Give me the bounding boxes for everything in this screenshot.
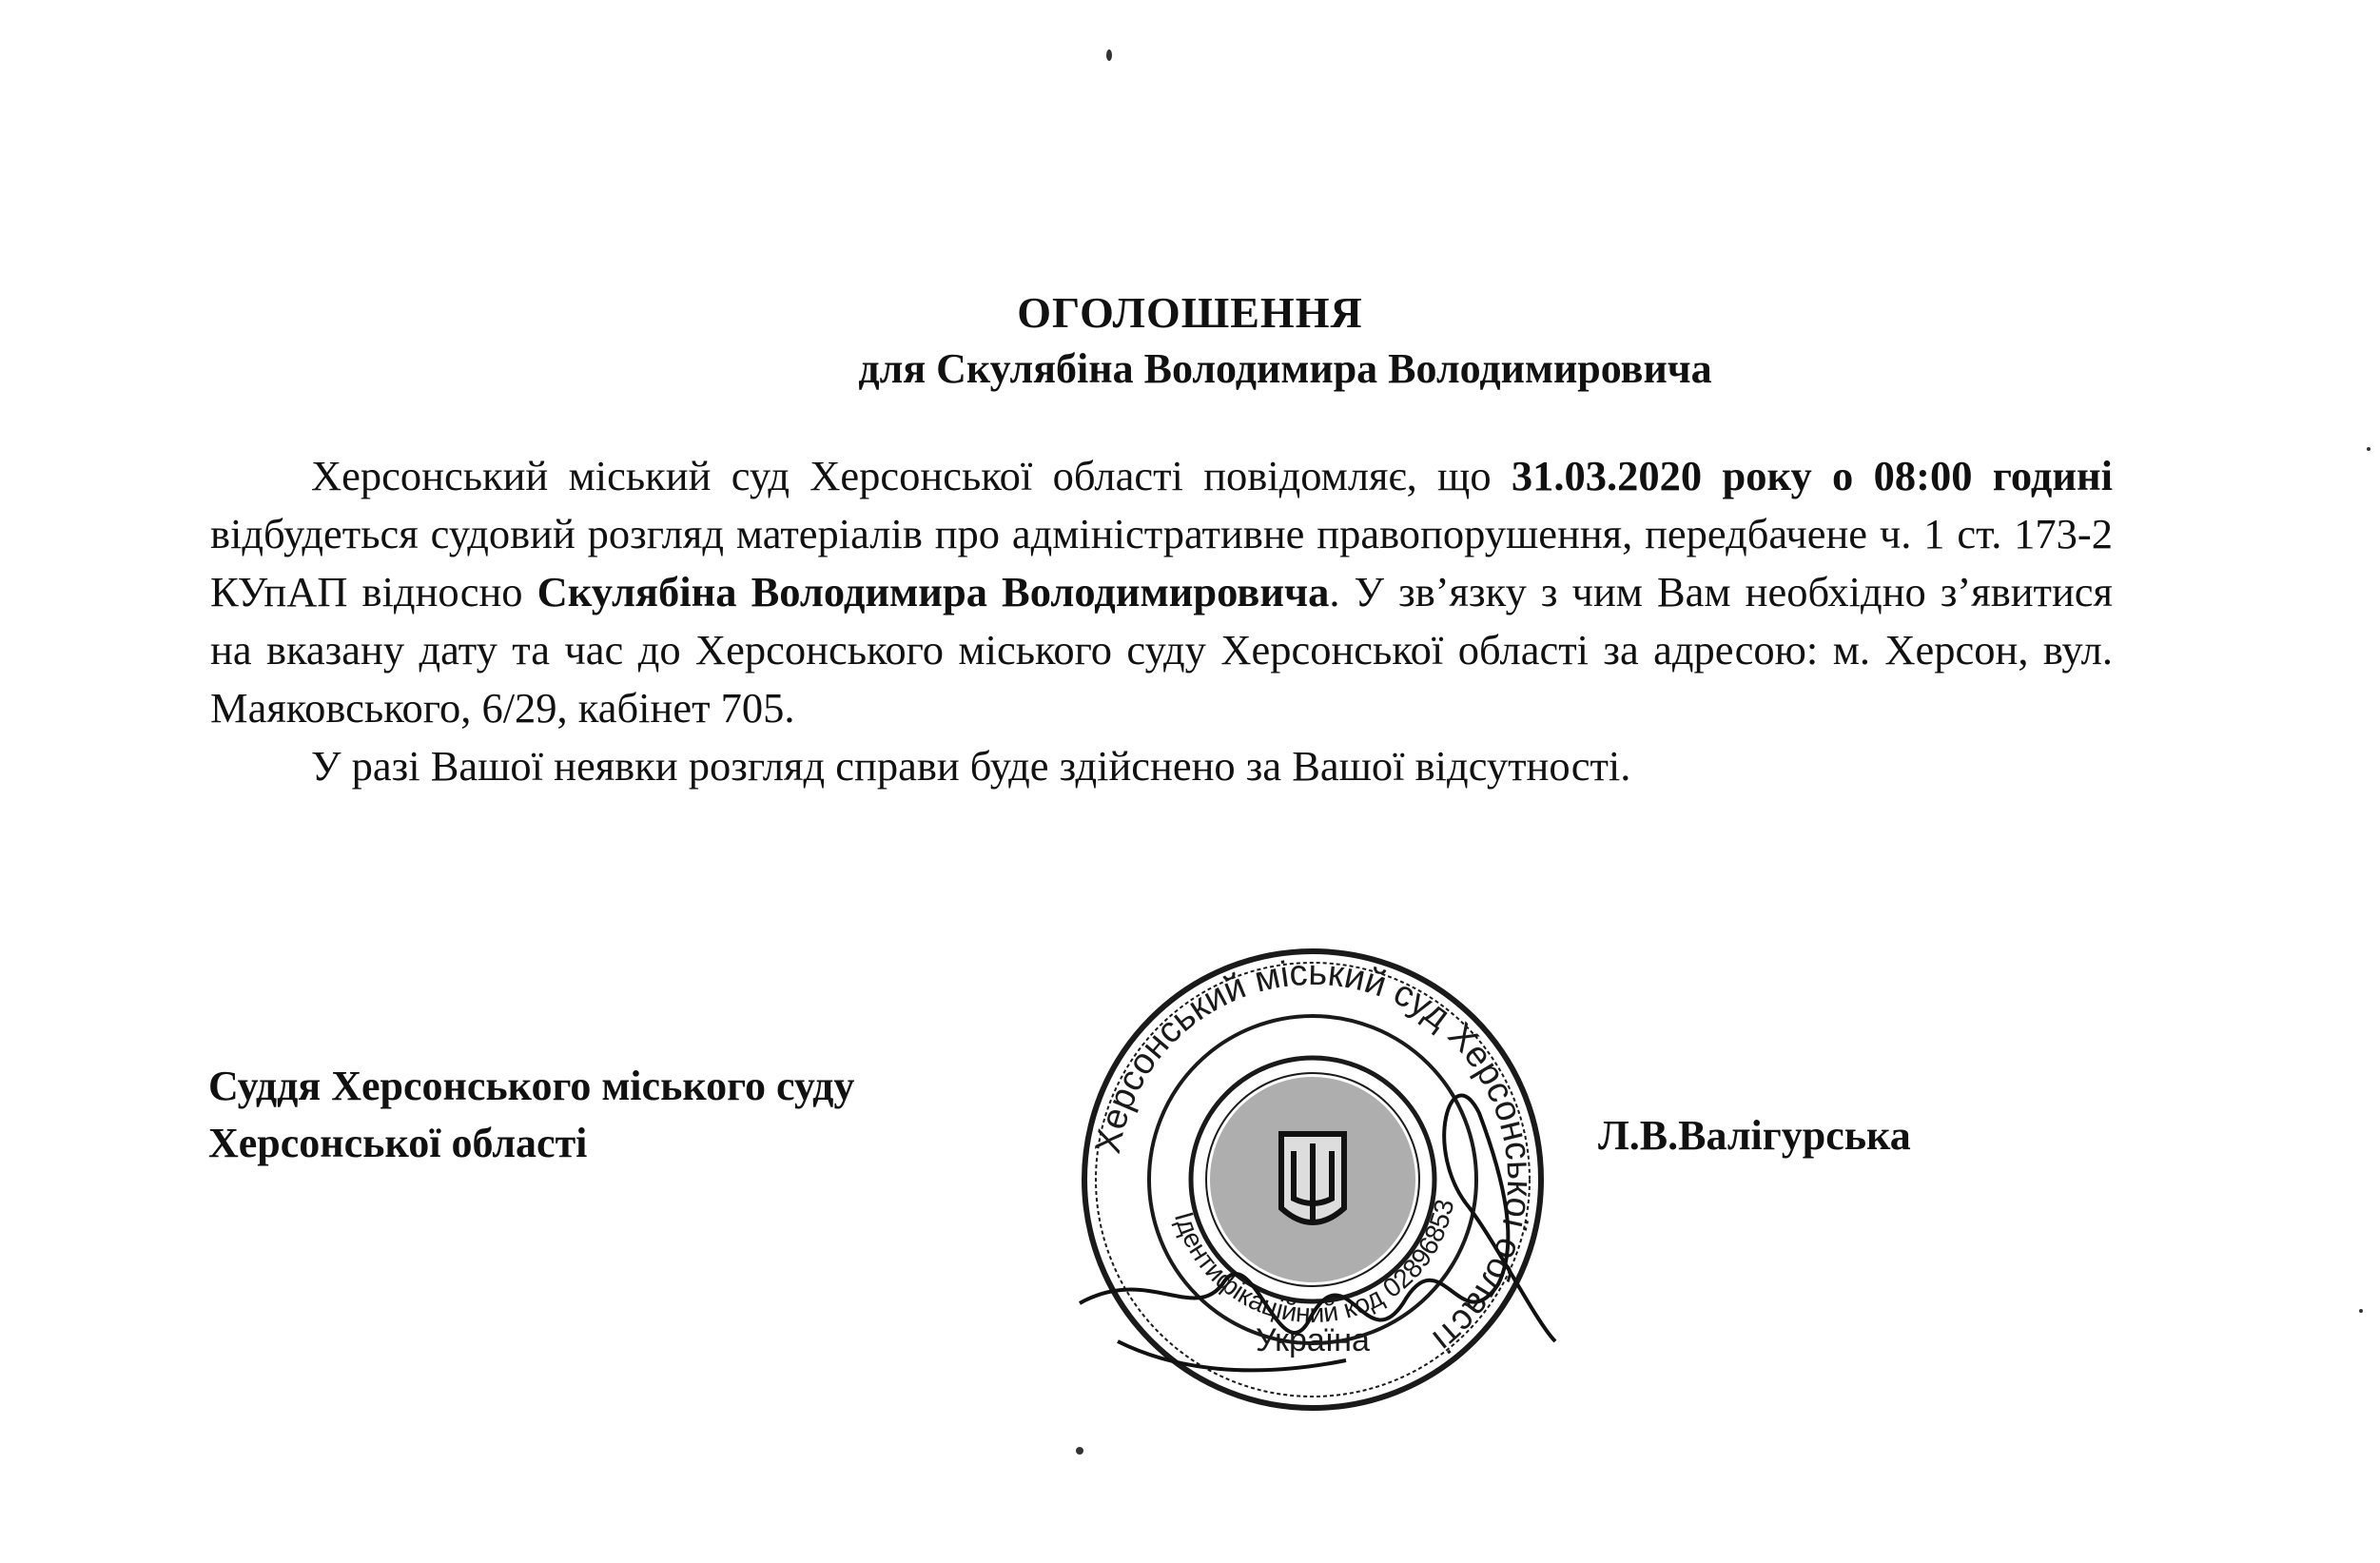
stamp-outer-text: Херсонський міський суд Херсонської області <box>1087 952 1540 1360</box>
judge-position <box>208 1058 854 1172</box>
court-seal-stamp <box>1061 923 1565 1436</box>
stamp-bottom-text: Україна <box>1256 1322 1370 1358</box>
judge-name: Л.В.Валігурська <box>1598 1112 1911 1159</box>
p1-text-a: Херсонський міський суд Херсонської області повідомляє, що <box>311 452 1512 499</box>
scan-speck <box>1106 49 1112 61</box>
notice-subtitle: для Скулябіна Володимира Володимировича <box>858 345 1712 392</box>
notice-body <box>210 447 2113 795</box>
p1-text-c: відбудеться судовий розгляд матеріалів про адміністративне правопорушення, передбачене ч. 1 ст. 173-2 КУпАП відносно <box>210 510 2113 615</box>
scan-speck <box>2359 1309 2363 1313</box>
notice-title: ОГОЛОШЕННЯ <box>1017 288 1363 337</box>
notice-paragraph-2: У разі Вашої неявки розгляд справи буде здійснено за Вашої відсутності. <box>311 742 1631 790</box>
defendant-name: Скулябіна Володимира Володимировича <box>536 568 1330 615</box>
p1-text-e: . У зв’язку з чим Вам необхідно з’явитися на вказану дату та час до Херсонського міського суду Херсонської області за адресою: м. Херсон, вул. Маяковського, 6/29, кабінет 705. <box>210 568 2114 732</box>
judge-position-line-1: Суддя Херсонського міського суду <box>208 1063 855 1109</box>
stamp-inner-text: Ідентифікаційний код 02896853 <box>1168 1197 1460 1329</box>
hearing-datetime: 31.03.2020 року о 08:00 годині <box>1511 452 2113 499</box>
judge-position-line-2: Херсонської області <box>208 1120 588 1166</box>
trident-emblem-icon <box>1281 1134 1344 1222</box>
scan-speck <box>1076 1447 1083 1455</box>
scan-speck <box>2367 447 2370 451</box>
notice-paragraph-1 <box>210 447 2113 737</box>
